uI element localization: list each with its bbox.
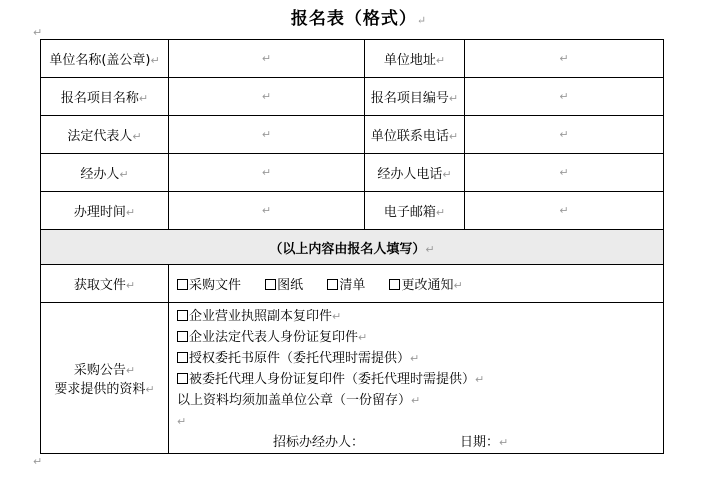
- label-cell: [41, 116, 169, 154]
- label-cell: [41, 78, 169, 116]
- field-label: 法定代表人: [67, 129, 133, 144]
- field-label: 报名项目编号: [370, 91, 449, 106]
- requirements-label-line2: 要求提供的资料↵: [54, 382, 155, 397]
- option-drawings[interactable]: [265, 278, 303, 293]
- table-row: [41, 192, 664, 230]
- option-bill-of-quantities[interactable]: [327, 278, 365, 293]
- paragraph-mark: ↵: [559, 166, 569, 179]
- label-cell: [41, 192, 169, 230]
- option-label: 清单: [339, 278, 366, 293]
- label-cell: [365, 192, 465, 230]
- paragraph-mark: ↵: [33, 455, 43, 468]
- label-cell: [41, 265, 169, 303]
- paragraph-mark: ↵: [125, 279, 136, 292]
- requirements-note: 以上资料均须加盖单位公章（一份留存）↵: [177, 393, 421, 408]
- field-label: 电子邮箱: [383, 205, 436, 220]
- label-cell: [365, 78, 465, 116]
- field-label: 办理时间: [73, 205, 126, 220]
- paragraph-mark: ↵: [416, 14, 428, 27]
- unit-phone-field[interactable]: [465, 116, 664, 154]
- label-cell: [41, 154, 169, 192]
- paragraph-mark: ↵: [261, 90, 272, 103]
- banner-cell: [41, 230, 664, 265]
- banner-text: （以上内容由报名人填写）: [269, 241, 426, 257]
- paragraph-mark: ↵: [145, 383, 155, 396]
- paragraph-mark: ↵: [499, 436, 509, 449]
- checkbox-icon[interactable]: [177, 310, 188, 321]
- field-label: 经办人电话: [377, 167, 443, 182]
- paragraph-mark: ↵: [559, 204, 569, 217]
- paragraph-mark: ↵: [435, 54, 446, 67]
- paragraph-mark: ↵: [261, 52, 272, 65]
- table-row: [41, 40, 664, 78]
- project-number-field[interactable]: [465, 78, 664, 116]
- paragraph-mark: ↵: [411, 394, 421, 407]
- paragraph-mark: ↵: [410, 352, 420, 365]
- requirements-label-line1: 采购公告↵: [73, 363, 136, 378]
- blank-line: [177, 411, 663, 432]
- paragraph-mark: ↵: [33, 26, 43, 39]
- checkbox-icon[interactable]: [265, 279, 276, 290]
- table-row: [41, 78, 664, 116]
- legal-representative-field[interactable]: [169, 116, 365, 154]
- paragraph-mark: ↵: [261, 204, 272, 217]
- obtain-files-row: [41, 265, 664, 303]
- unit-address-field[interactable]: [465, 40, 664, 78]
- option-label: 图纸: [277, 278, 304, 293]
- requirement-item[interactable]: 企业法定代表人身份证复印件↵: [177, 327, 663, 348]
- signature-line: [177, 432, 663, 453]
- signer-label: 招标办经办人：: [273, 435, 365, 450]
- date-label: 日期：: [460, 435, 500, 450]
- paragraph-mark: ↵: [358, 331, 368, 344]
- checkbox-icon[interactable]: [177, 279, 188, 290]
- unit-name-field[interactable]: [169, 40, 365, 78]
- paragraph-mark: ↵: [453, 279, 463, 292]
- label-cell: [365, 116, 465, 154]
- label-cell: [365, 154, 465, 192]
- paragraph-mark: ↵: [261, 166, 272, 179]
- form-title: [0, 4, 718, 29]
- paragraph-mark: ↵: [138, 92, 149, 105]
- option-label: 采购文件: [189, 278, 242, 293]
- requirement-item[interactable]: 被委托代理人身份证复印件（委托代理时需提供）↵: [177, 369, 663, 390]
- paragraph-mark: ↵: [177, 415, 187, 428]
- table-row: [41, 154, 664, 192]
- paragraph-mark: ↵: [125, 364, 136, 377]
- field-label: 经办人: [80, 167, 120, 182]
- paragraph-mark: ↵: [442, 168, 452, 181]
- project-name-field[interactable]: [169, 78, 365, 116]
- paragraph-mark: ↵: [425, 242, 435, 256]
- requirements-row: [41, 303, 664, 454]
- paragraph-mark: ↵: [119, 168, 129, 181]
- checkbox-icon[interactable]: [389, 279, 400, 290]
- label-cell: [41, 40, 169, 78]
- requirements-label-cell: [41, 303, 169, 454]
- registration-form-table: [40, 39, 664, 454]
- paragraph-mark: ↵: [332, 310, 342, 323]
- paragraph-mark: ↵: [150, 54, 160, 67]
- paragraph-mark: ↵: [559, 52, 569, 65]
- handler-phone-field[interactable]: [465, 154, 664, 192]
- paragraph-mark: ↵: [475, 373, 485, 386]
- table-row: [41, 116, 664, 154]
- checkbox-icon[interactable]: [327, 279, 338, 290]
- label-cell: [365, 40, 465, 78]
- obtain-options-cell: [169, 265, 664, 303]
- option-procurement-docs[interactable]: [177, 278, 241, 293]
- form-title-text: 报名表（格式）: [290, 9, 417, 29]
- paragraph-mark: ↵: [448, 92, 459, 105]
- paragraph-mark: ↵: [448, 130, 459, 143]
- requirement-item[interactable]: 授权委托书原件（委托代理时需提供）↵: [177, 348, 663, 369]
- paragraph-mark: ↵: [132, 130, 142, 143]
- handler-field[interactable]: [169, 154, 365, 192]
- email-field[interactable]: [465, 192, 664, 230]
- field-label: 单位名称(盖公章): [49, 53, 151, 68]
- checkbox-icon[interactable]: [177, 373, 188, 384]
- requirement-item[interactable]: 企业营业执照副本复印件↵: [177, 306, 663, 327]
- paragraph-mark: ↵: [261, 128, 272, 141]
- paragraph-mark: ↵: [559, 128, 569, 141]
- checkbox-icon[interactable]: [177, 331, 188, 342]
- paragraph-mark: ↵: [435, 206, 446, 219]
- option-change-notice[interactable]: [389, 278, 453, 293]
- option-label: 更改通知: [401, 278, 454, 293]
- checkbox-icon[interactable]: [177, 352, 188, 363]
- processing-time-field[interactable]: [169, 192, 365, 230]
- requirements-list-cell: [169, 303, 664, 454]
- obtain-files-label: 获取文件: [73, 278, 126, 293]
- paragraph-mark: ↵: [125, 206, 136, 219]
- field-label: 报名项目名称: [60, 91, 139, 106]
- field-label: 单位联系电话: [370, 129, 449, 144]
- paragraph-mark: ↵: [559, 90, 569, 103]
- banner-row: [41, 230, 664, 265]
- field-label: 单位地址: [383, 53, 436, 68]
